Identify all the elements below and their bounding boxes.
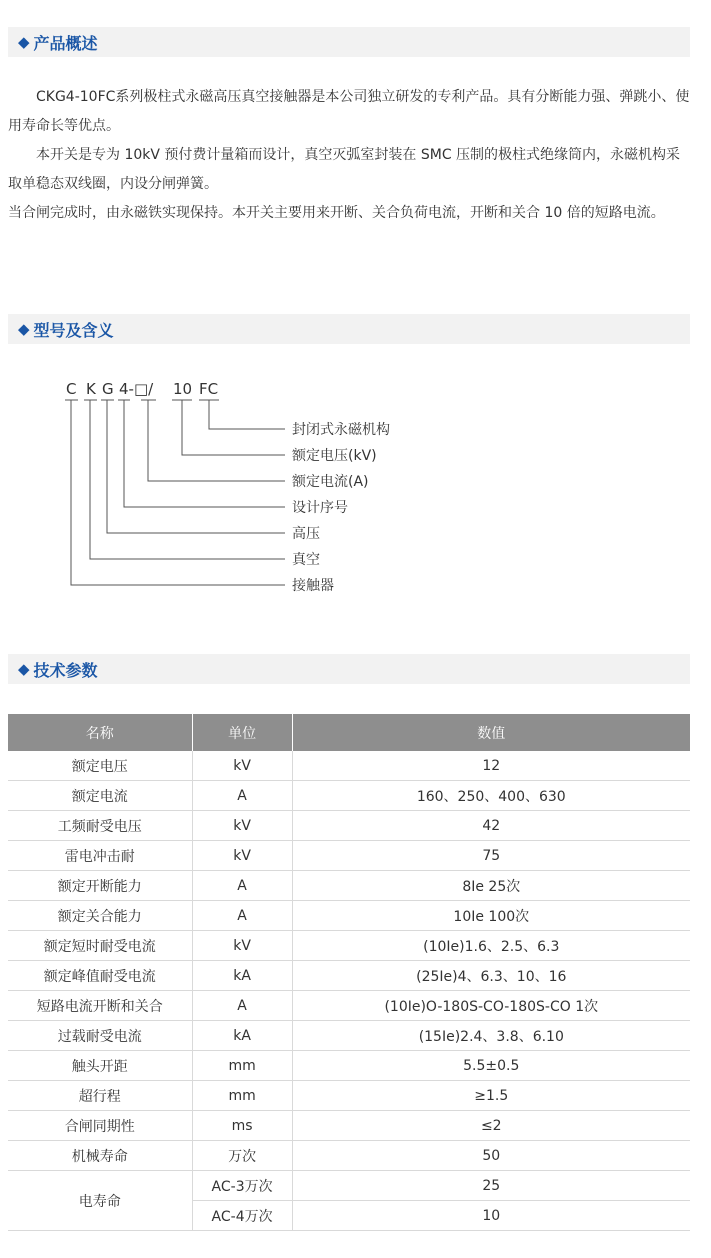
table-row — [8, 931, 690, 961]
table-row — [8, 781, 690, 811]
cell-unit: ms — [192, 1111, 292, 1141]
cell-value: ≤2 — [292, 1111, 690, 1141]
table-row — [8, 1081, 690, 1111]
cell-name: 额定短时耐受电流 — [8, 931, 192, 961]
meaning-sealed-magnet: 封闭式永磁机构 — [292, 422, 390, 438]
cell-value: 42 — [292, 811, 690, 841]
overview-paragraph-3: 当合闸完成时，由永磁铁实现保持。本开关主要用来开断、关合负荷电流，开断和关合 10 倍的短路电流。 — [8, 205, 665, 221]
cell-name: 过载耐受电流 — [8, 1021, 192, 1051]
cell-value: 5.5±0.5 — [292, 1051, 690, 1081]
cell-unit: A — [192, 781, 292, 811]
cell-unit: kA — [192, 1021, 292, 1051]
code-char-g: G — [102, 380, 114, 398]
cell-value: 10Ie 100次 — [292, 901, 690, 931]
life-unit-ac3: AC-3万次 — [192, 1171, 292, 1201]
section-header-model — [8, 314, 690, 344]
table-row — [8, 901, 690, 931]
cell-name: 雷电冲击耐 — [8, 841, 192, 871]
life-unit-ac4: AC-4万次 — [192, 1201, 292, 1231]
meaning-design-serial: 设计序号 — [292, 500, 348, 516]
meaning-vacuum: 真空 — [292, 552, 320, 568]
cell-value: 8Ie 25次 — [292, 871, 690, 901]
cell-unit: 万次 — [192, 1141, 292, 1171]
diamond-icon: ◆ — [18, 660, 30, 678]
cell-value: 160、250、400、630 — [292, 781, 690, 811]
cell-name: 额定开断能力 — [8, 871, 192, 901]
meaning-rated-voltage: 额定电压(kV) — [292, 448, 377, 464]
cell-name: 触头开距 — [8, 1051, 192, 1081]
code-char-k: K — [86, 380, 96, 398]
cell-value: 75 — [292, 841, 690, 871]
table-row — [8, 1141, 690, 1171]
cell-value: 12 — [292, 751, 690, 781]
cell-value: ≥1.5 — [292, 1081, 690, 1111]
params-table — [8, 714, 690, 1231]
cell-value: 50 — [292, 1141, 690, 1171]
life-value-ac3: 25 — [292, 1171, 690, 1201]
table-row — [8, 991, 690, 1021]
cell-value: (25Ie)4、6.3、10、16 — [292, 961, 690, 991]
table-row — [8, 961, 690, 991]
meaning-contactor: 接触器 — [292, 578, 334, 594]
cell-unit: kV — [192, 841, 292, 871]
cell-name: 额定关合能力 — [8, 901, 192, 931]
diamond-icon: ◆ — [18, 320, 30, 338]
cell-name: 额定电压 — [8, 751, 192, 781]
table-row — [8, 1111, 690, 1141]
cell-unit: A — [192, 871, 292, 901]
cell-unit: A — [192, 901, 292, 931]
diamond-icon: ◆ — [18, 33, 30, 51]
table-row — [8, 841, 690, 871]
meaning-high-voltage: 高压 — [292, 526, 320, 542]
life-value-ac4: 10 — [292, 1201, 690, 1231]
table-row — [8, 1021, 690, 1051]
code-fc: FC — [199, 380, 219, 398]
cell-unit: kV — [192, 751, 292, 781]
section-title-params: 技术参数 — [33, 660, 98, 680]
header-name: 名称 — [8, 714, 192, 751]
meaning-rated-current: 额定电流(A) — [292, 474, 369, 490]
life-name: 电寿命 — [8, 1171, 192, 1231]
code-char-c: C — [66, 380, 77, 398]
life-row-ac3 — [8, 1171, 690, 1201]
cell-unit: mm — [192, 1081, 292, 1111]
cell-name: 合闸同期性 — [8, 1111, 192, 1141]
cell-unit: A — [192, 991, 292, 1021]
table-row — [8, 811, 690, 841]
table-body — [8, 751, 690, 1231]
table-header-row — [8, 714, 690, 751]
header-value: 数值 — [292, 714, 690, 751]
overview-text — [8, 83, 692, 228]
cell-name: 机械寿命 — [8, 1141, 192, 1171]
table-row — [8, 1051, 690, 1081]
overview-paragraph-2: 本开关是专为 10kV 预付费计量箱而设计，真空灭弧室封装在 SMC 压制的极柱式绝缘筒内，永磁机构采取单稳态双线圈，内设分闸弹簧。 — [8, 147, 681, 192]
section-title-model: 型号及含义 — [33, 320, 114, 340]
overview-paragraph-1: CKG4-10FC系列极柱式永磁高压真空接触器是本公司独立研发的专利产品。具有分断能力强、弹跳小、使用寿命长等优点。 — [8, 89, 690, 134]
cell-name: 额定峰值耐受电流 — [8, 961, 192, 991]
cell-name: 工频耐受电压 — [8, 811, 192, 841]
cell-value: (15Ie)2.4、3.8、6.10 — [292, 1021, 690, 1051]
section-title-overview: 产品概述 — [33, 33, 98, 53]
section-header-overview — [8, 27, 690, 57]
cell-value: (10Ie)1.6、2.5、6.3 — [292, 931, 690, 961]
cell-name: 超行程 — [8, 1081, 192, 1111]
section-header-params — [8, 654, 690, 684]
cell-value: (10Ie)O-180S-CO-180S-CO 1次 — [292, 991, 690, 1021]
cell-unit: kA — [192, 961, 292, 991]
code-design-current: 4-□/ — [119, 380, 154, 398]
table-row — [8, 751, 690, 781]
code-voltage: 10 — [173, 380, 193, 398]
cell-unit: kV — [192, 811, 292, 841]
cell-name: 短路电流开断和关合 — [8, 991, 192, 1021]
cell-name: 额定电流 — [8, 781, 192, 811]
table-row — [8, 871, 690, 901]
model-code-diagram — [0, 370, 711, 610]
cell-unit: mm — [192, 1051, 292, 1081]
header-unit: 单位 — [192, 714, 292, 751]
cell-unit: kV — [192, 931, 292, 961]
